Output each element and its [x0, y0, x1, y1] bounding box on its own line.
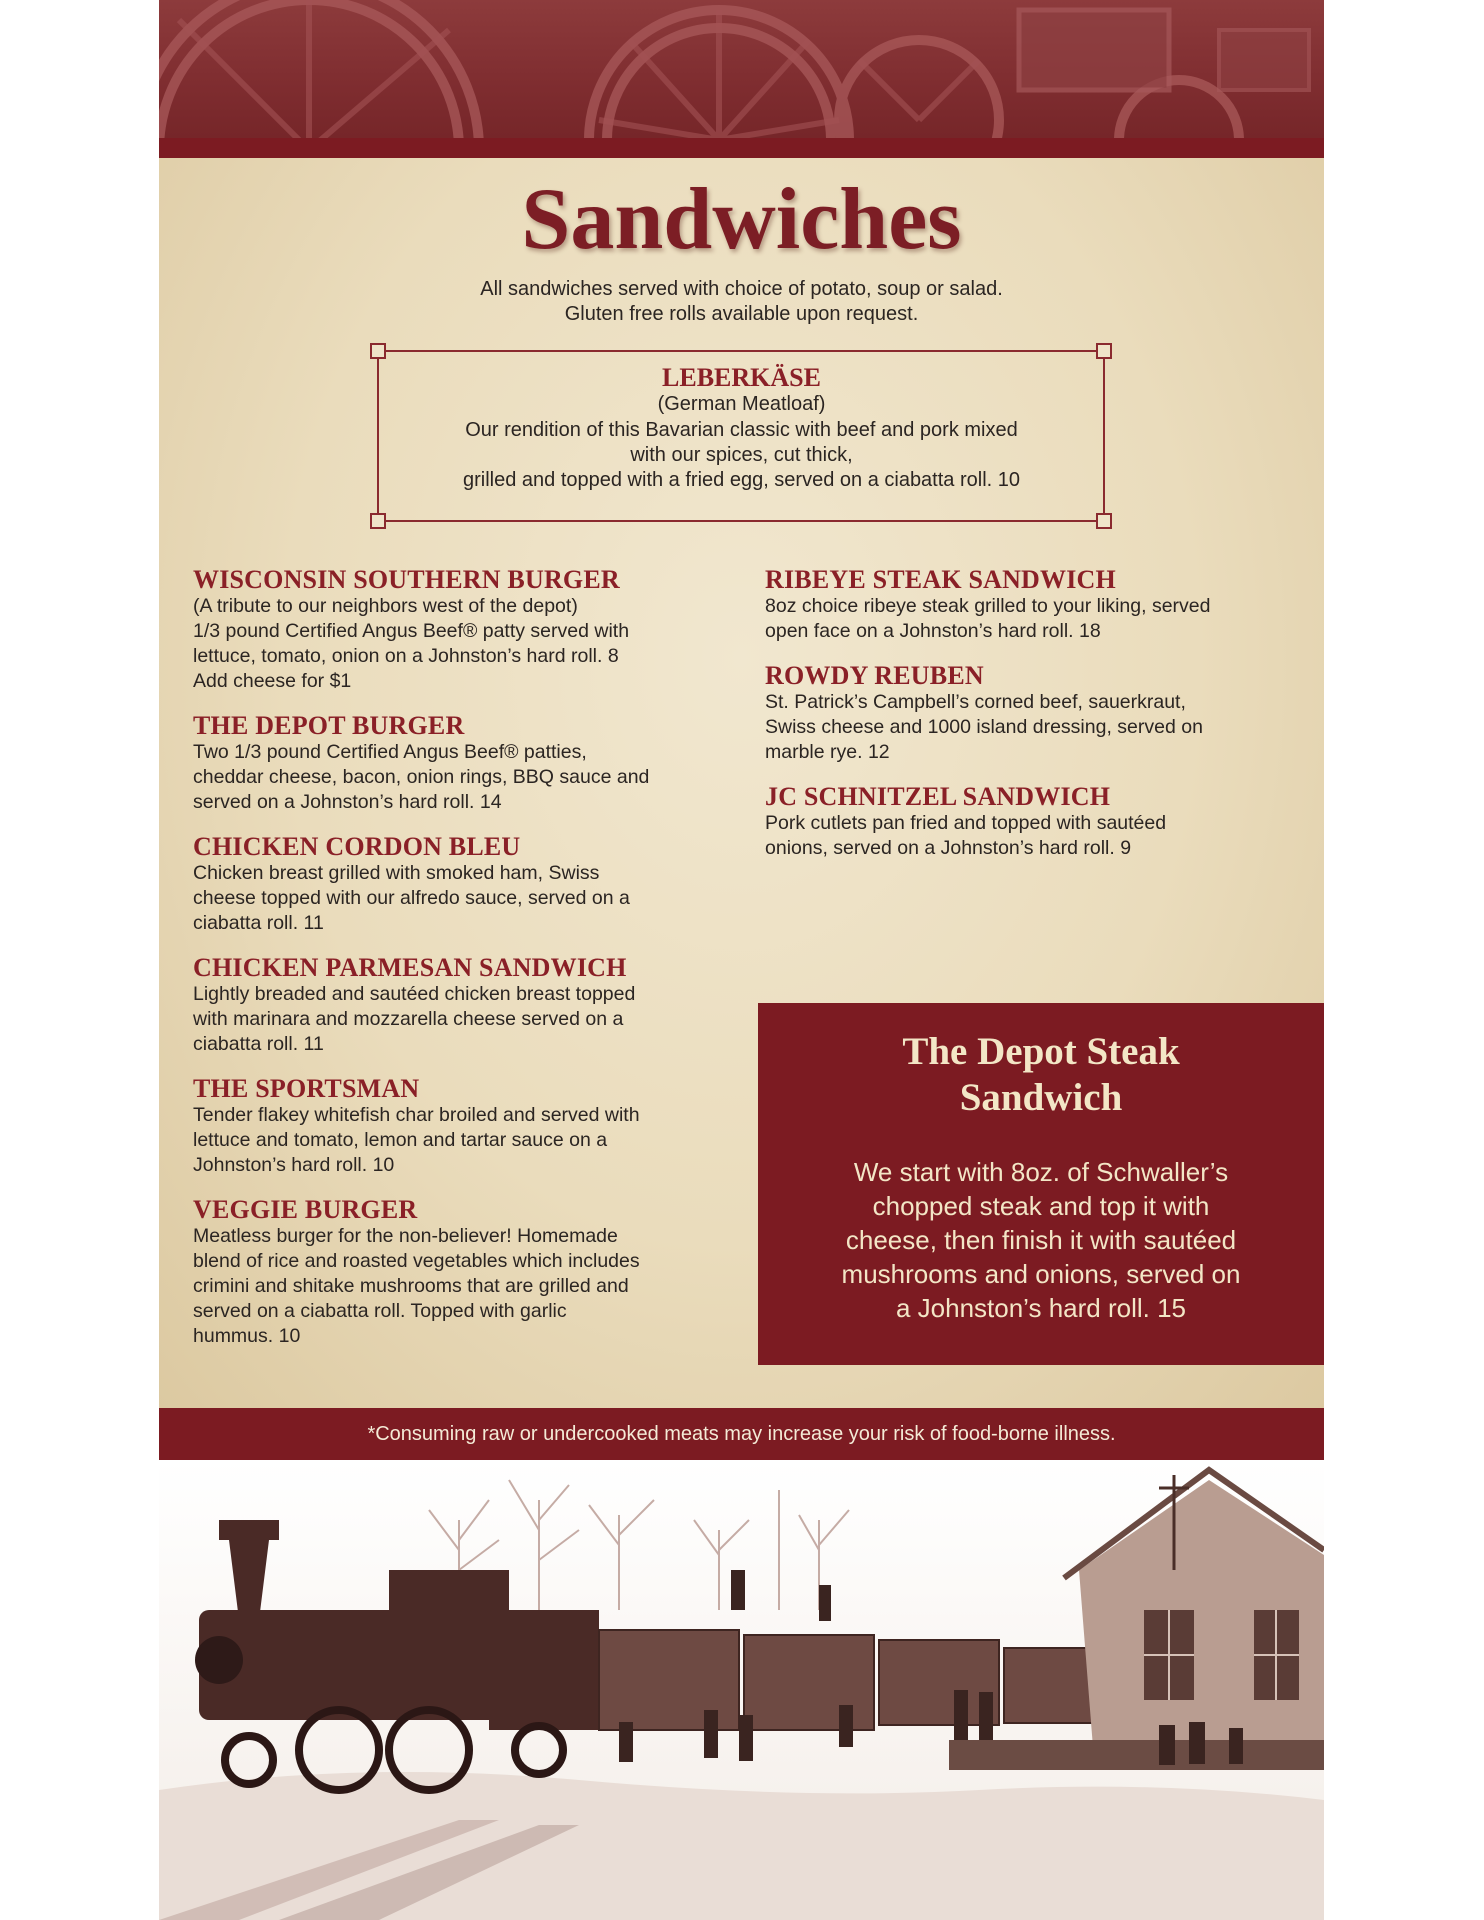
menu-item-description: Chicken breast grilled with smoked ham, Swiss cheese topped with our alfredo sauce, served on a ciabatta roll. 11: [193, 862, 630, 934]
menu-item: [765, 566, 1305, 644]
subtitle-line-2: Gluten free rolls available upon request.: [564, 303, 919, 325]
featured-item-name: LEBERKÄSE: [662, 363, 821, 392]
frame-corner: [370, 513, 386, 529]
menu-item-description: Two 1/3 pound Certified Angus Beef® patties, cheddar cheese, bacon, onion rings, BBQ sauce and served on a Johnston’s hard roll. 14: [193, 741, 650, 813]
menu-item-name: RIBEYE STEAK SANDWICH: [765, 565, 1116, 594]
menu-item-description: Tender flakey whitefish char broiled and served with lettuce and tomato, lemon and tartar sauce on a Johnston’s hard roll. 10: [193, 1104, 640, 1176]
featured-item-line: Our rendition of this Bavarian classic with beef and pork mixed: [465, 419, 1018, 441]
food-safety-warning: *Consuming raw or undercooked meats may increase your risk of food-borne illness.: [159, 1408, 1324, 1460]
featured-item-line: (German Meatloaf): [657, 393, 826, 415]
banner-stripe: [159, 138, 1324, 158]
menu-item-name: ROWDY REUBEN: [765, 661, 984, 690]
menu-item: [193, 566, 733, 694]
frame-corner: [1096, 343, 1112, 359]
menu-item: [765, 783, 1305, 861]
menu-item-name: WISCONSIN SOUTHERN BURGER: [193, 565, 620, 594]
featured-item-line: grilled and topped with a fried egg, served on a ciabatta roll. 10: [462, 469, 1021, 491]
menu-item-description: (A tribute to our neighbors west of the depot) 1/3 pound Certified Angus Beef® patty served with lettuce, tomato, onion on a Johnston’s hard roll. 8 Add cheese for $1: [193, 595, 630, 692]
menu-column-right: [765, 566, 1305, 879]
featured-steak-title: The Depot Steak Sandwich: [902, 1030, 1180, 1119]
historic-train-depot-photo: [159, 1460, 1324, 1920]
menu-item: [193, 1075, 733, 1178]
featured-item-line: with our spices, cut thick,: [630, 444, 853, 466]
subtitle-line-1: All sandwiches served with choice of potato, soup or salad.: [480, 278, 1003, 300]
menu-item-description: Lightly breaded and sautéed chicken breast topped with marinara and mozzarella cheese served on a ciabatta roll. 11: [193, 983, 636, 1055]
menu-item-description: Meatless burger for the non-believer! Homemade blend of rice and roasted vegetables which includes crimini and shitake mushrooms that are grilled and served on a ciabatta roll. Topped with garlic hummus. 10: [193, 1225, 640, 1347]
menu-item-name: JC SCHNITZEL SANDWICH: [765, 782, 1111, 811]
menu-item-name: CHICKEN PARMESAN SANDWICH: [193, 953, 627, 982]
featured-steak-description: We start with 8oz. of Schwaller’s chopped steak and top it with cheese, then finish it with sautéed mushrooms and onions, served on a Johnston’s hard roll. 15: [841, 1157, 1241, 1323]
featured-steak-panel: [758, 1003, 1324, 1365]
menu-page: [159, 0, 1324, 1920]
menu-item: [193, 712, 733, 815]
menu-item-description: St. Patrick’s Campbell’s corned beef, sauerkraut, Swiss cheese and 1000 island dressing, served on marble rye. 12: [765, 691, 1203, 763]
menu-item: [193, 1196, 733, 1349]
menu-item-name: THE SPORTSMAN: [193, 1074, 420, 1103]
menu-item-name: VEGGIE BURGER: [193, 1195, 418, 1224]
frame-corner: [370, 343, 386, 359]
page-title: Sandwiches: [521, 171, 962, 268]
menu-item-name: THE DEPOT BURGER: [193, 711, 465, 740]
menu-item-description: 8oz choice ribeye steak grilled to your liking, served open face on a Johnston’s hard roll. 18: [765, 595, 1211, 642]
frame-corner: [1096, 513, 1112, 529]
menu-item: [765, 662, 1305, 765]
menu-item-name: CHICKEN CORDON BLEU: [193, 832, 521, 861]
menu-column-left: [193, 566, 733, 1367]
menu-item: [193, 954, 733, 1057]
menu-item-description: Pork cutlets pan fried and topped with sautéed onions, served on a Johnston’s hard roll. 9: [765, 812, 1167, 859]
wheel-banner-image: [159, 0, 1324, 138]
menu-item: [193, 833, 733, 936]
